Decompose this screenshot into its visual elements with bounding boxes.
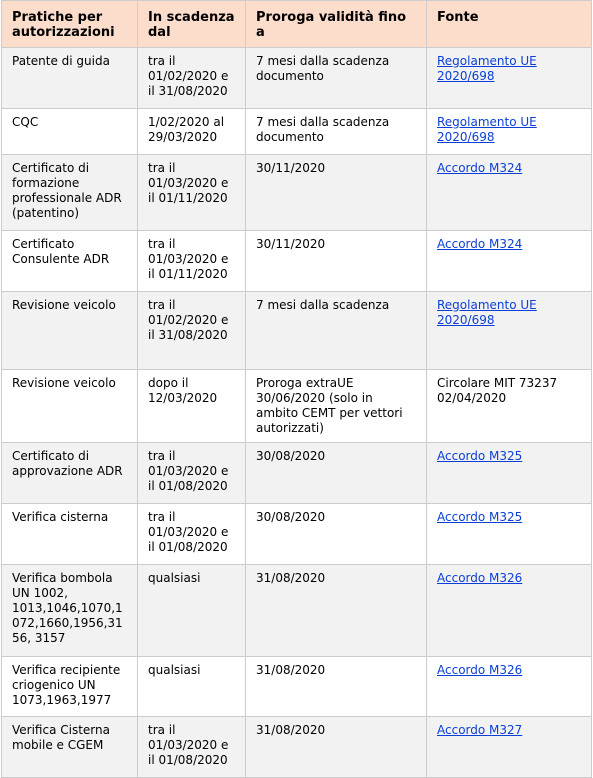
source-link-accordo-m324[interactable]: Accordo M324 bbox=[437, 237, 523, 251]
cell-scadenza: tra il 01/02/2020 e il 31/08/2020 bbox=[138, 292, 246, 370]
cell-scadenza: qualsiasi bbox=[138, 565, 246, 657]
header-proroga: Proroga validità fino a bbox=[246, 1, 427, 48]
source-link-accordo-m326[interactable]: Accordo M326 bbox=[437, 571, 523, 585]
header-fonte: Fonte bbox=[427, 1, 592, 48]
table-header bbox=[2, 1, 592, 48]
cell-pratica: Verifica bombola UN 1002, 1013,1046,1070,1072,1660,1956,3156, 3157 bbox=[2, 565, 138, 657]
cell-scadenza: dopo il 12/03/2020 bbox=[138, 370, 246, 443]
cell-fonte bbox=[427, 48, 592, 109]
cell-proroga: 30/08/2020 bbox=[246, 504, 427, 565]
cell-proroga: Proroga extraUE 30/06/2020 (solo in ambito CEMT per vettori autorizzati) bbox=[246, 370, 427, 443]
source-link-regolamento-ue[interactable]: Regolamento UE 2020/698 bbox=[437, 115, 537, 144]
cell-pratica: Verifica cisterna bbox=[2, 504, 138, 565]
table-row bbox=[2, 48, 592, 109]
authorizations-table bbox=[1, 0, 592, 778]
cell-proroga: 7 mesi dalla scadenza bbox=[246, 292, 427, 370]
source-link-accordo-m327[interactable]: Accordo M327 bbox=[437, 723, 523, 737]
cell-proroga: 31/08/2020 bbox=[246, 657, 427, 717]
cell-fonte bbox=[427, 443, 592, 504]
source-link-accordo-m326[interactable]: Accordo M326 bbox=[437, 663, 523, 677]
cell-scadenza: tra il 01/03/2020 e il 01/08/2020 bbox=[138, 443, 246, 504]
header-in-scadenza: In scadenza dal bbox=[138, 1, 246, 48]
cell-fonte: Circolare MIT 73237 02/04/2020 bbox=[427, 370, 592, 443]
cell-proroga: 30/11/2020 bbox=[246, 231, 427, 292]
cell-pratica: Certificato di approvazione ADR bbox=[2, 443, 138, 504]
cell-pratica: Revisione veicolo bbox=[2, 292, 138, 370]
cell-scadenza: 1/02/2020 al 29/03/2020 bbox=[138, 109, 246, 155]
cell-proroga: 30/08/2020 bbox=[246, 443, 427, 504]
table-row bbox=[2, 657, 592, 717]
cell-proroga: 7 mesi dalla scadenza documento bbox=[246, 109, 427, 155]
cell-proroga: 30/11/2020 bbox=[246, 155, 427, 231]
table-row bbox=[2, 155, 592, 231]
cell-scadenza: tra il 01/03/2020 e il 01/08/2020 bbox=[138, 717, 246, 778]
table-row bbox=[2, 565, 592, 657]
header-row bbox=[2, 1, 592, 48]
source-link-accordo-m325[interactable]: Accordo M325 bbox=[437, 449, 523, 463]
cell-fonte bbox=[427, 292, 592, 370]
source-link-regolamento-ue[interactable]: Regolamento UE 2020/698 bbox=[437, 298, 537, 327]
table-row bbox=[2, 292, 592, 370]
cell-pratica: Verifica recipiente criogenico UN 1073,1963,1977 bbox=[2, 657, 138, 717]
cell-scadenza: tra il 01/02/2020 e il 31/08/2020 bbox=[138, 48, 246, 109]
table-row bbox=[2, 231, 592, 292]
cell-proroga: 31/08/2020 bbox=[246, 565, 427, 657]
cell-fonte bbox=[427, 231, 592, 292]
table-row bbox=[2, 109, 592, 155]
table-row bbox=[2, 717, 592, 778]
cell-scadenza: tra il 01/03/2020 e il 01/11/2020 bbox=[138, 155, 246, 231]
cell-scadenza: qualsiasi bbox=[138, 657, 246, 717]
table-row bbox=[2, 443, 592, 504]
cell-scadenza: tra il 01/03/2020 e il 01/11/2020 bbox=[138, 231, 246, 292]
cell-fonte bbox=[427, 657, 592, 717]
cell-proroga: 31/08/2020 bbox=[246, 717, 427, 778]
header-pratiche: Pratiche per autorizzazioni bbox=[2, 1, 138, 48]
cell-pratica: Revisione veicolo bbox=[2, 370, 138, 443]
cell-proroga: 7 mesi dalla scadenza documento bbox=[246, 48, 427, 109]
cell-fonte bbox=[427, 155, 592, 231]
cell-pratica: Patente di guida bbox=[2, 48, 138, 109]
cell-fonte bbox=[427, 109, 592, 155]
table-row bbox=[2, 370, 592, 443]
source-link-accordo-m325[interactable]: Accordo M325 bbox=[437, 510, 523, 524]
cell-pratica: CQC bbox=[2, 109, 138, 155]
table-row bbox=[2, 504, 592, 565]
source-link-accordo-m324[interactable]: Accordo M324 bbox=[437, 161, 523, 175]
table-body bbox=[2, 48, 592, 778]
source-link-regolamento-ue[interactable]: Regolamento UE 2020/698 bbox=[437, 54, 537, 83]
cell-fonte bbox=[427, 565, 592, 657]
cell-fonte bbox=[427, 504, 592, 565]
cell-pratica: Certificato di formazione professionale ADR (patentino) bbox=[2, 155, 138, 231]
cell-pratica: Verifica Cisterna mobile e CGEM bbox=[2, 717, 138, 778]
cell-fonte bbox=[427, 717, 592, 778]
cell-pratica: Certificato Consulente ADR bbox=[2, 231, 138, 292]
cell-scadenza: tra il 01/03/2020 e il 01/08/2020 bbox=[138, 504, 246, 565]
